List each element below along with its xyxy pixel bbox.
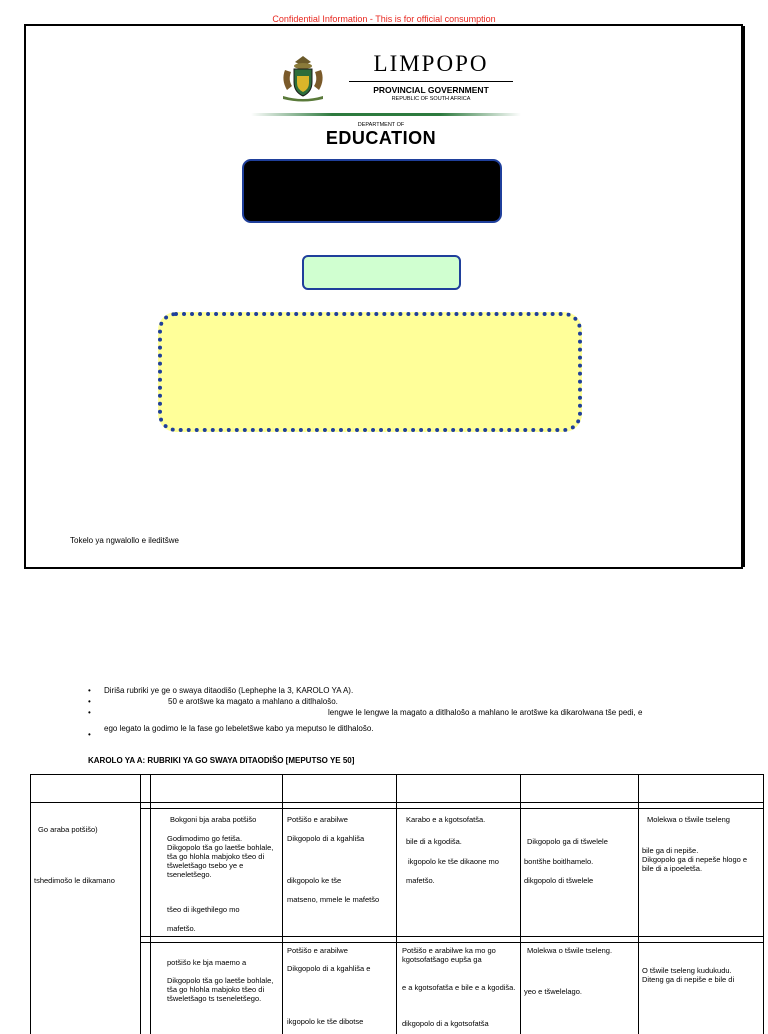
table-cell: bontšhe boitlhamelo. <box>524 857 594 866</box>
logo-govt: PROVINCIAL GOVERNMENT <box>373 85 489 95</box>
table-cell: Potšišo e arabilwe ka mo go kgotsofatšago eupša ga <box>402 946 496 964</box>
logo-dept: EDUCATION <box>325 128 437 148</box>
rubric-table <box>30 774 764 1034</box>
table-cell: yeo e tšwelelago. <box>524 987 582 996</box>
table-cell: Dikgopolo tša go laetše bohlale, tša go hlohla mabjoko tšeo di tšweletšago ts tseneletšego. <box>167 976 274 1003</box>
table-cell: Dikgopolo ga di nepeše hlogo e bile di a ipoeletša. <box>642 855 748 873</box>
redacted-title-box <box>242 159 502 223</box>
instruction-continuation: ego legato la godimo le la fase go lebeletšwe kabo ya meputso le ditlhalošo. <box>104 724 374 733</box>
table-cell: Molekwa o tšwile tseleng <box>647 815 730 824</box>
instruction-item: • lengwe le lengwe la magato a ditlhalošo a mahlano le arotšwe ka dikarolwana tše pedi, e <box>88 707 728 718</box>
table-cell: dikgopolo di tšwelele <box>524 876 594 885</box>
instructions-list <box>88 685 728 729</box>
table-cell: potšišo ke bja maemo a <box>167 958 247 967</box>
table-rule <box>520 774 521 1034</box>
table-rule <box>638 774 639 1034</box>
table-rule <box>140 774 141 1034</box>
table-cell: Dikgopolo tša go laetše bohlale, tša go hlohla mabjoko tšeo di tšweletšago tsebo ye e tseneletšego. <box>167 843 274 879</box>
table-cell: ikgopolo ke tše dikaone mo <box>408 857 499 866</box>
table-rule <box>140 942 764 943</box>
table-cell: e a kgotsofatša e bile e a kgodiša. <box>402 983 516 992</box>
coat-of-arms-icon <box>277 52 329 102</box>
table-cell: Diteng ga di nepiše e bile di <box>642 975 735 984</box>
cover-frame <box>24 24 743 569</box>
rubric-heading: KAROLO YA A: RUBRIKI YA GO SWAYA DITAODIŠO [MEPUTSO YE 50] <box>88 756 355 765</box>
table-cell: Godimodimo go fetiša. <box>167 834 243 843</box>
instruction-item: • 50 e arotšwe ka magato a mahlano a ditlhalošo. <box>88 696 728 707</box>
grade-box <box>302 255 461 290</box>
confidential-note: Confidential Information - This is for official consumption <box>272 14 496 24</box>
table-cell: ikgopolo ke tše dibotse <box>287 1017 364 1026</box>
table-cell: Dikgopolo ga di tšwelele <box>527 837 608 846</box>
table-cell: O tšwile tseleng kudukudu. <box>642 966 732 975</box>
table-cell: Molekwa o tšwile tseleng. <box>527 946 613 955</box>
table-cell: Bokgoni bja araba potšišo <box>170 815 257 824</box>
table-cell: mafetšo. <box>167 924 196 933</box>
table-cell: matseno, mmele le mafetšo <box>287 895 380 904</box>
table-cell: tšeo di ikgethilego mo <box>167 905 240 914</box>
table-rule <box>282 774 283 1034</box>
table-rule <box>140 936 764 937</box>
table-cell: Potšišo e arabilwe <box>287 815 348 824</box>
table-rule <box>396 774 397 1034</box>
instruction-item: • Diriša rubriki ye ge o swaya ditaodišo (Lephephe la 3, KAROLO YA A). <box>88 685 728 696</box>
logo-name: LIMPOPO <box>373 51 489 76</box>
table-cell: Go araba potšišo) <box>38 825 98 834</box>
logo-rule <box>349 81 513 82</box>
table-cell: mafetšo. <box>406 876 435 885</box>
table-cell: Karabo e a kgotsofatša. <box>406 815 486 824</box>
logo-green-rule <box>251 113 521 116</box>
table-cell: dikgopolo di a kgotsofatša <box>402 1019 489 1028</box>
table-rule <box>30 774 31 1034</box>
table-cell: dikgopolo ke tše <box>287 876 342 885</box>
logo-dept-of: DEPARTMENT OF <box>357 122 405 128</box>
table-rule <box>150 774 151 1034</box>
copyright-note: Tokelo ya ngwalollo e ileditšwe <box>70 536 179 545</box>
logo-republic: REPUBLIC OF SOUTH AFRICA <box>391 96 471 102</box>
limpopo-logo <box>251 44 521 159</box>
table-cell: Dikgopolo di a kgahliša <box>287 834 365 843</box>
table-cell: bile ga di nepiše. <box>642 846 699 855</box>
table-cell: Potšišo e arabilwe <box>287 946 348 955</box>
table-cell: tshedimošo le dikamano <box>34 876 115 885</box>
table-cell: Dikgopolo di a kgahliša e <box>287 964 371 973</box>
table-rule <box>140 808 764 809</box>
table-rule <box>763 774 764 1034</box>
table-cell: bile di a kgodiša. <box>406 837 462 846</box>
subject-box <box>158 312 582 432</box>
